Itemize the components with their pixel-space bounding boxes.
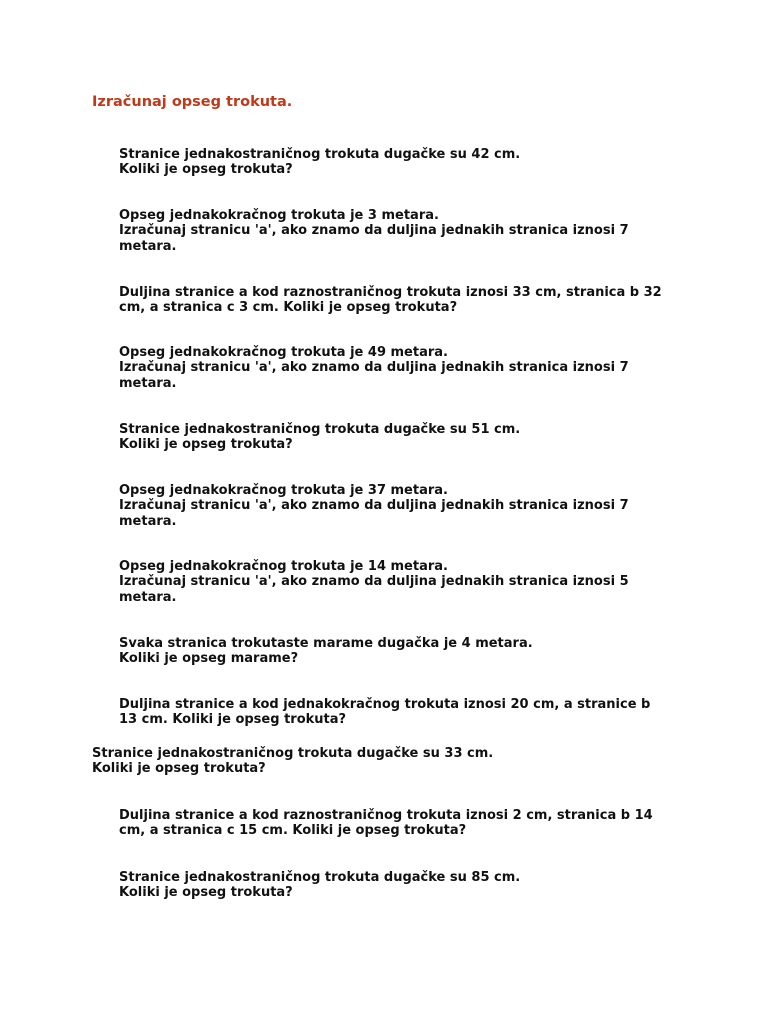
problem-line: Stranice jednakostraničnog trokuta dugačke su 33 cm. xyxy=(92,746,494,761)
problem-line: Opseg jednakokračnog trokuta je 14 metara. xyxy=(119,559,448,574)
problem-line: Stranice jednakostraničnog trokuta dugačke su 42 cm. xyxy=(119,147,521,162)
problem-line: Stranice jednakostraničnog trokuta dugačke su 85 cm. xyxy=(119,870,521,885)
problem-line: Koliki je opseg marame? xyxy=(119,651,299,667)
problem-line: Izračunaj stranicu 'a', ako znamo da duljina jednakih stranica iznosi 5 xyxy=(119,574,629,590)
problem-9 xyxy=(119,697,664,728)
problem-line: Duljina stranice a kod raznostraničnog trokuta iznosi 2 cm, stranica b 14 xyxy=(119,808,653,823)
problem-line: metara. xyxy=(119,513,177,529)
problem-line: Opseg jednakokračnog trokuta je 37 metara. xyxy=(119,483,448,498)
problem-line: Duljina stranice a kod jednakokračnog trokuta iznosi 20 cm, a stranice b xyxy=(119,697,651,712)
problem-line: Izračunaj stranicu 'a', ako znamo da duljina jednakih stranica iznosi 7 xyxy=(119,223,629,239)
problem-line: Koliki je opseg trokuta? xyxy=(119,885,293,901)
problem-line: cm, a stranica c 3 cm. Koliki je opseg trokuta? xyxy=(119,300,458,316)
problem-line: cm, a stranica c 15 cm. Koliki je opseg trokuta? xyxy=(119,823,467,839)
problem-line: Opseg jednakokračnog trokuta je 49 metara. xyxy=(119,345,448,360)
problem-12 xyxy=(119,870,664,901)
problem-line: Duljina stranice a kod raznostraničnog trokuta iznosi 33 cm, stranica b 32 xyxy=(119,285,662,300)
problem-line: metara. xyxy=(119,238,177,254)
problem-10 xyxy=(92,746,652,777)
problem-7 xyxy=(119,559,664,605)
problem-line: Svaka stranica trokutaste marame dugačka je 4 metara. xyxy=(119,636,533,651)
problem-3 xyxy=(119,285,664,316)
problem-line: metara. xyxy=(119,375,177,391)
page-title: Izračunaj opseg trokuta. xyxy=(92,94,293,110)
problem-6 xyxy=(119,483,664,529)
problem-line: 13 cm. Koliki je opseg trokuta? xyxy=(119,712,347,728)
problem-line: Koliki je opseg trokuta? xyxy=(119,162,293,178)
problem-line: Izračunaj stranicu 'a', ako znamo da duljina jednakih stranica iznosi 7 xyxy=(119,498,629,514)
problem-line: Stranice jednakostraničnog trokuta dugačke su 51 cm. xyxy=(119,422,521,437)
problem-line: Koliki je opseg trokuta? xyxy=(119,437,293,453)
problem-line: Izračunaj stranicu 'a', ako znamo da duljina jednakih stranica iznosi 7 xyxy=(119,360,629,376)
problem-5 xyxy=(119,422,664,453)
problem-1 xyxy=(119,147,664,178)
problem-2 xyxy=(119,208,664,254)
problem-8 xyxy=(119,636,664,667)
problem-4 xyxy=(119,345,664,391)
problem-line: Koliki je opseg trokuta? xyxy=(92,761,266,777)
problem-line: metara. xyxy=(119,589,177,605)
problem-11 xyxy=(119,808,664,839)
problem-line: Opseg jednakokračnog trokuta je 3 metara. xyxy=(119,208,439,223)
